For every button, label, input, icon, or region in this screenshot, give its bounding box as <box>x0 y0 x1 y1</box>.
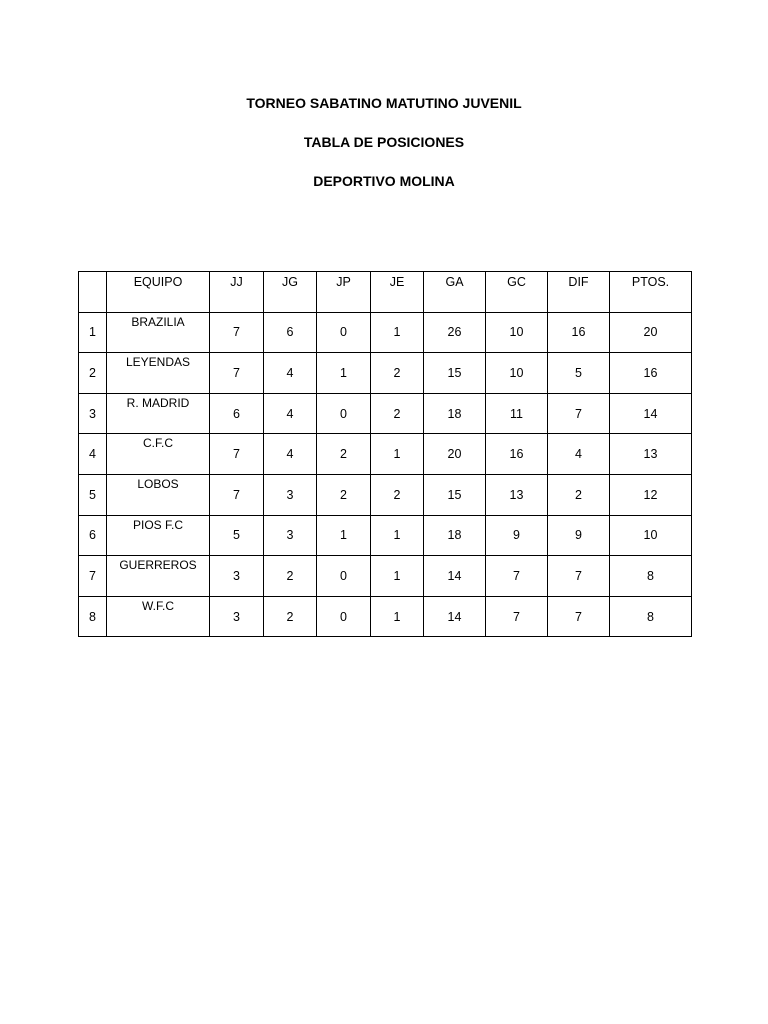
cell-position: 2 <box>79 353 107 394</box>
cell-jj: 7 <box>210 474 264 515</box>
cell-ga: 14 <box>424 556 486 597</box>
cell-ga: 20 <box>424 434 486 475</box>
cell-dif: 9 <box>548 515 610 556</box>
cell-team: W.F.C <box>107 596 210 637</box>
cell-team: LOBOS <box>107 474 210 515</box>
cell-je: 2 <box>371 393 424 434</box>
cell-position: 7 <box>79 556 107 597</box>
table-row <box>79 393 692 434</box>
cell-ptos: 14 <box>610 393 692 434</box>
cell-position: 4 <box>79 434 107 475</box>
cell-team: PIOS F.C <box>107 515 210 556</box>
cell-je: 1 <box>371 515 424 556</box>
header-ptos: PTOS. <box>610 272 692 313</box>
cell-ptos: 20 <box>610 312 692 353</box>
club-title: DEPORTIVO MOLINA <box>313 173 455 189</box>
header-team: EQUIPO <box>107 272 210 313</box>
cell-ptos: 10 <box>610 515 692 556</box>
cell-jg: 3 <box>264 515 317 556</box>
cell-team: BRAZILIA <box>107 312 210 353</box>
cell-jj: 3 <box>210 596 264 637</box>
cell-team: C.F.C <box>107 434 210 475</box>
cell-jj: 5 <box>210 515 264 556</box>
header-dif: DIF <box>548 272 610 313</box>
cell-je: 1 <box>371 556 424 597</box>
cell-jj: 7 <box>210 353 264 394</box>
cell-position: 3 <box>79 393 107 434</box>
cell-je: 1 <box>371 596 424 637</box>
cell-position: 5 <box>79 474 107 515</box>
cell-ptos: 8 <box>610 596 692 637</box>
cell-gc: 10 <box>486 353 548 394</box>
cell-jg: 4 <box>264 393 317 434</box>
cell-ptos: 8 <box>610 556 692 597</box>
table-row <box>79 353 692 394</box>
cell-ptos: 16 <box>610 353 692 394</box>
cell-jj: 7 <box>210 434 264 475</box>
cell-gc: 10 <box>486 312 548 353</box>
cell-team: GUERREROS <box>107 556 210 597</box>
cell-position: 1 <box>79 312 107 353</box>
cell-ga: 18 <box>424 515 486 556</box>
cell-dif: 16 <box>548 312 610 353</box>
cell-position: 8 <box>79 596 107 637</box>
cell-jp: 2 <box>317 434 371 475</box>
cell-jp: 1 <box>317 515 371 556</box>
header-ga: GA <box>424 272 486 313</box>
cell-gc: 7 <box>486 596 548 637</box>
cell-dif: 7 <box>548 596 610 637</box>
cell-jj: 7 <box>210 312 264 353</box>
cell-je: 1 <box>371 312 424 353</box>
cell-gc: 7 <box>486 556 548 597</box>
cell-jg: 4 <box>264 434 317 475</box>
table-row <box>79 596 692 637</box>
cell-dif: 4 <box>548 434 610 475</box>
cell-gc: 9 <box>486 515 548 556</box>
cell-je: 2 <box>371 353 424 394</box>
table-row <box>79 515 692 556</box>
cell-jp: 0 <box>317 393 371 434</box>
cell-jj: 3 <box>210 556 264 597</box>
cell-ptos: 12 <box>610 474 692 515</box>
header-jp: JP <box>317 272 371 313</box>
cell-gc: 11 <box>486 393 548 434</box>
cell-je: 1 <box>371 434 424 475</box>
cell-jp: 0 <box>317 556 371 597</box>
cell-gc: 16 <box>486 434 548 475</box>
cell-je: 2 <box>371 474 424 515</box>
cell-team: R. MADRID <box>107 393 210 434</box>
cell-dif: 7 <box>548 556 610 597</box>
cell-jj: 6 <box>210 393 264 434</box>
cell-ga: 14 <box>424 596 486 637</box>
cell-ga: 15 <box>424 474 486 515</box>
cell-jg: 2 <box>264 596 317 637</box>
header-je: JE <box>371 272 424 313</box>
table-row <box>79 434 692 475</box>
cell-jg: 6 <box>264 312 317 353</box>
document-titles <box>0 93 768 210</box>
cell-ga: 18 <box>424 393 486 434</box>
cell-jg: 2 <box>264 556 317 597</box>
header-gc: GC <box>486 272 548 313</box>
cell-jg: 3 <box>264 474 317 515</box>
cell-dif: 7 <box>548 393 610 434</box>
table-header-row <box>79 272 692 313</box>
cell-dif: 5 <box>548 353 610 394</box>
standings-table <box>78 271 692 637</box>
header-position <box>79 272 107 313</box>
cell-position: 6 <box>79 515 107 556</box>
cell-ga: 26 <box>424 312 486 353</box>
table-row <box>79 556 692 597</box>
cell-jg: 4 <box>264 353 317 394</box>
cell-dif: 2 <box>548 474 610 515</box>
cell-ga: 15 <box>424 353 486 394</box>
table-title: TABLA DE POSICIONES <box>303 134 465 150</box>
table-row <box>79 312 692 353</box>
cell-jp: 0 <box>317 312 371 353</box>
cell-team: LEYENDAS <box>107 353 210 394</box>
tournament-title: TORNEO SABATINO MATUTINO JUVENIL <box>246 95 522 111</box>
cell-ptos: 13 <box>610 434 692 475</box>
cell-jp: 2 <box>317 474 371 515</box>
cell-jp: 0 <box>317 596 371 637</box>
header-jg: JG <box>264 272 317 313</box>
header-jj: JJ <box>210 272 264 313</box>
cell-gc: 13 <box>486 474 548 515</box>
cell-jp: 1 <box>317 353 371 394</box>
table-row <box>79 474 692 515</box>
